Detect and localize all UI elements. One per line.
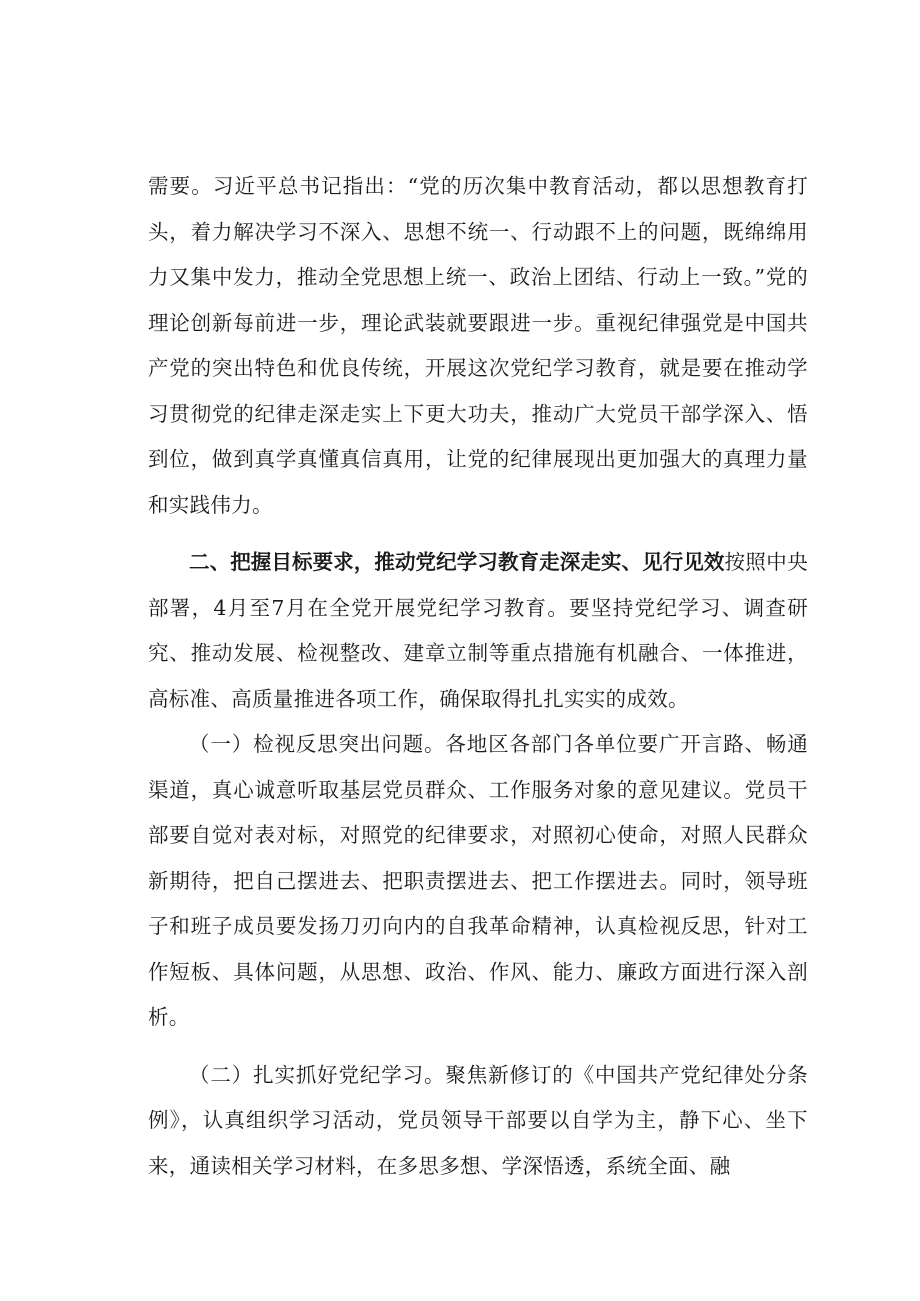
paragraph-2-text: 按照中央部署，4月至7月在全党开展党纪学习教育。要坚持党纪学习、调查研究、推动发展、检视整改、建章立制等重点措施有机融合、一体推进，高标准、高质量推进各项工作，确保取得扎扎实实的成效。 <box>148 550 809 711</box>
paragraph-1: 需要。习近平总书记指出：“党的历次集中教育活动，都以思想教育打头，着力解决学习不深入、思想不统一、行动跟不上的问题，既绵绵用力又集中发力，推动全党思想上统一、政治上团结、行动上一致。”党的理论创新每前进一步，理论武装就要跟进一步。重视纪律强党是中国共产党的突出特色和优良传统，开展这次党纪学习教育，就是要在推动学习贯彻党的纪律走深走实上下更大功夫，推动广大党员干部学深入、悟到位，做到真学真懂真信真用，让党的纪律展现出更加强大的真理力量和实践伟力。 <box>148 174 808 517</box>
section-heading: 二、把握目标要求，推动党纪学习教育走深走实、见行见效 <box>189 550 725 574</box>
paragraph-4: （二）扎实抓好党纪学习。聚焦新修订的《中国共产党纪律处分条例》，认真组织学习活动，党员领导干部要以自学为主，静下心、坐下来，通读相关学习材料，在多思多想、学深悟透，系统全面、融 <box>148 1062 808 1178</box>
document-body <box>148 164 808 1189</box>
paragraph-3: （一）检视反思突出问题。各地区各部门各单位要广开言路、畅通渠道，真心诚意听取基层党员群众、工作服务对象的意见建议。党员干部要自觉对表对标，对照党的纪律要求，对照初心使命，对照人民群众新期待，把自己摆进去、把职责摆进去、把工作摆进去。同时，领导班子和班子成员要发扬刀刃向内的自我革命精神，认真检视反思，针对工作短板、具体问题，从思想、政治、作风、能力、廉政方面进行深入剖析。 <box>148 732 808 1029</box>
paragraph-2 <box>148 540 808 722</box>
